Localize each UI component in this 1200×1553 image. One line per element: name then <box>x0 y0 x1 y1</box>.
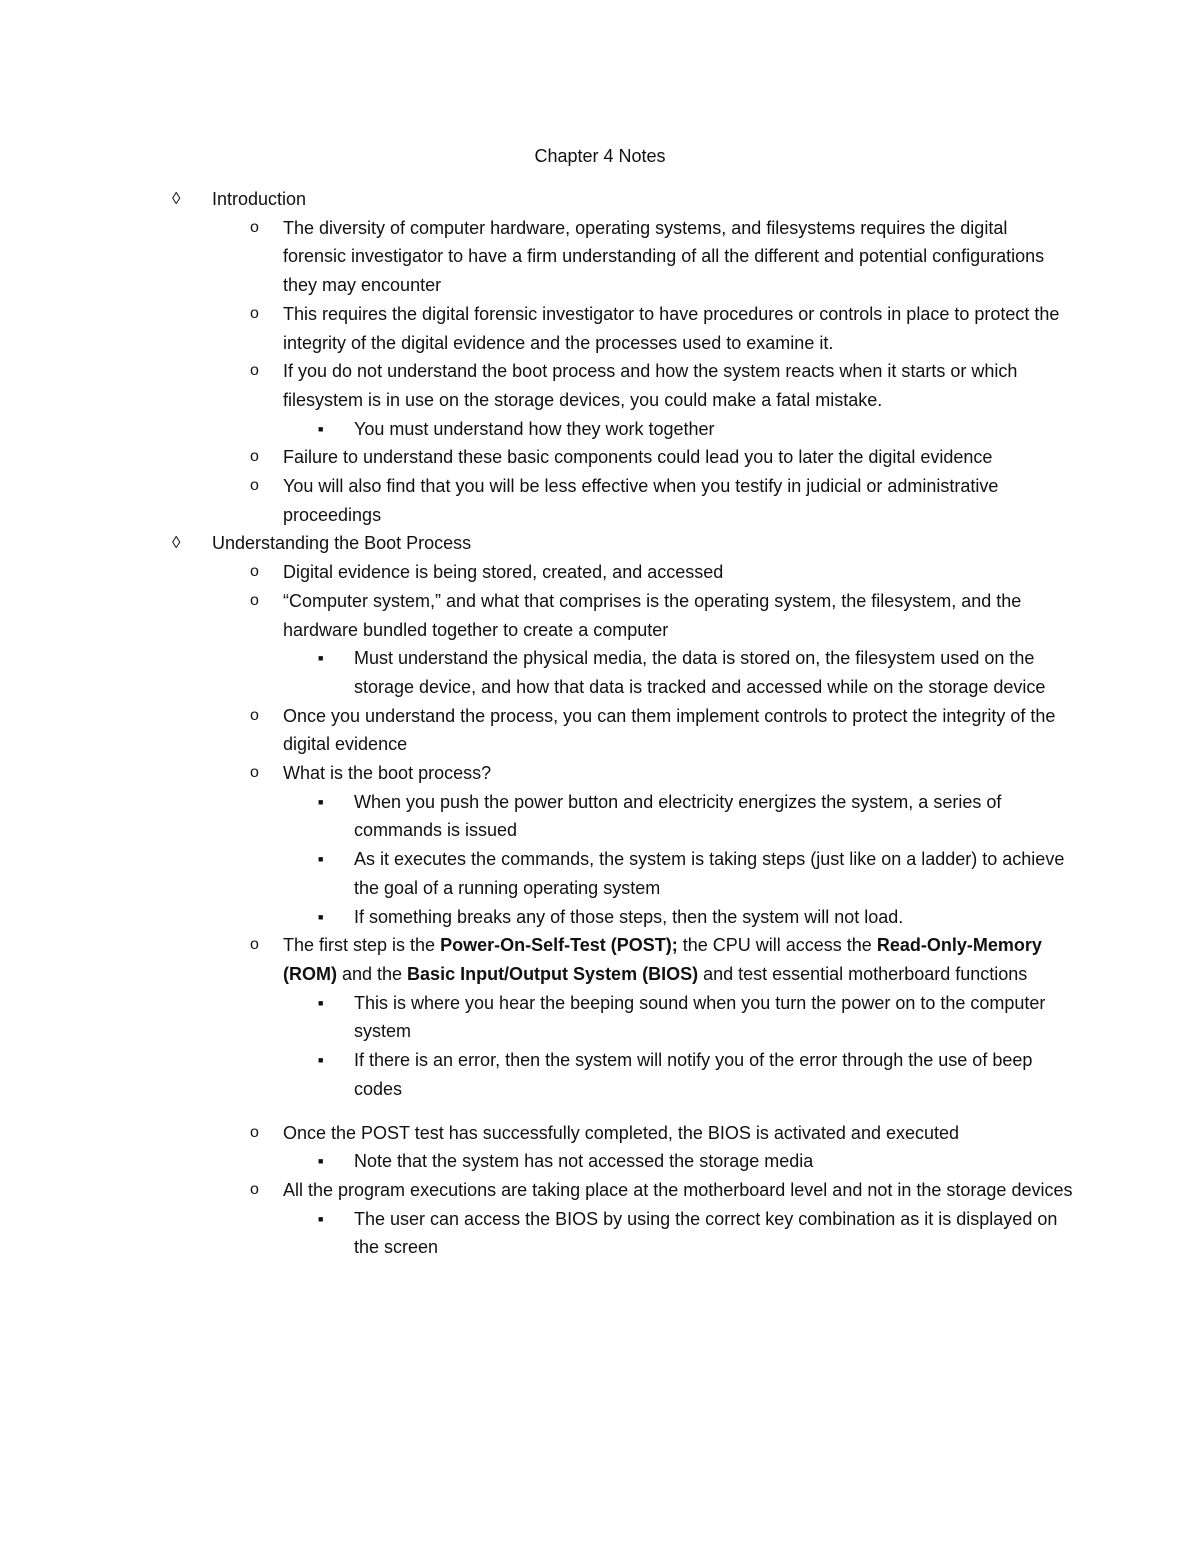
list-item-text: This requires the digital forensic investigator to have procedures or controls in place to protect the integrity of the digital evidence and the processes used to examine it. <box>283 303 1060 353</box>
list-item-text: What is the boot process? <box>283 763 492 784</box>
list-item-text: Once you understand the process, you can them implement controls to protect the integrity of the digital evidence <box>283 705 1056 755</box>
square-bullet-icon: ■ <box>318 854 324 865</box>
sub-list-item <box>0 903 1074 932</box>
list-item <box>0 558 1073 587</box>
list-item <box>0 759 1073 788</box>
sub-list-item-text: As it executes the commands, the system is taking steps (just like on a ladder) to achieve the goal of a running operating system <box>354 849 1065 898</box>
list-item <box>0 300 1073 357</box>
list-item-text: You will also find that you will be less effective when you testify in judicial or administrative proceedings <box>283 476 999 525</box>
list-item-text: Digital evidence is being stored, created, and accessed <box>283 562 724 583</box>
bold-term: Read-Only-Memory (ROM) <box>283 935 1042 984</box>
list-item <box>0 1176 1073 1205</box>
diamond-bullet-icon: ◊ <box>172 533 181 553</box>
circle-bullet-icon: o <box>250 1123 259 1141</box>
list-item <box>0 587 1073 644</box>
section-heading-text: Introduction <box>212 189 307 209</box>
sub-list-item-text: This is where you hear the beeping sound when you turn the power on to the computer system <box>354 992 1046 1042</box>
sub-list-item-text: Must understand the physical media, the data is stored on, the filesystem used on the storage device, and how that data is tracked and accessed while on the storage device <box>354 648 1046 697</box>
sub-list-item <box>0 644 1074 701</box>
square-bullet-icon: ■ <box>318 1055 324 1066</box>
circle-bullet-icon: o <box>250 563 259 581</box>
circle-bullet-icon: o <box>250 218 259 236</box>
square-bullet-icon: ■ <box>318 796 324 807</box>
list-item <box>0 931 1073 988</box>
sub-list-item-text: If something breaks any of those steps, then the system will not load. <box>354 906 904 927</box>
square-bullet-icon: ■ <box>318 997 324 1008</box>
sub-list-item-text: If there is an error, then the system will notify you of the error through the use of beep codes <box>354 1050 1033 1099</box>
list-item <box>0 357 1073 414</box>
sub-list-item-text: You must understand how they work together <box>354 418 715 439</box>
diamond-bullet-icon: ◊ <box>172 189 181 208</box>
text-run: and test essential motherboard functions <box>698 963 1028 984</box>
list-item-text: If you do not understand the boot process and how the system reacts when it starts or which filesystem is in use on the storage devices, you could make a fatal mistake. <box>283 361 1018 410</box>
circle-bullet-icon: o <box>250 591 259 609</box>
list-item-text: “Computer system,” and what that comprises is the operating system, the filesystem, and the hardware bundled together to create a computer <box>283 590 1022 640</box>
list-item <box>0 1119 1073 1148</box>
sub-list-item <box>0 845 1074 902</box>
sub-list-item-text: Note that the system has not accessed the storage media <box>354 1151 814 1172</box>
sub-list-item <box>0 415 1074 444</box>
sub-list-item <box>0 1205 1074 1262</box>
page-title: Chapter 4 Notes <box>534 146 666 166</box>
text-run: and the <box>336 963 408 984</box>
sub-list-item <box>0 1147 1074 1176</box>
circle-bullet-icon: o <box>250 764 259 782</box>
circle-bullet-icon: o <box>250 362 259 380</box>
notes-outline <box>0 185 1200 1262</box>
list-item <box>0 214 1073 300</box>
list-item <box>0 443 1073 472</box>
list-item <box>0 702 1073 759</box>
section-heading-text: Understanding the Boot Process <box>212 533 472 554</box>
list-item <box>0 472 1073 529</box>
list-item-text: Once the POST test has successfully completed, the BIOS is activated and executed <box>283 1122 960 1143</box>
square-bullet-icon: ■ <box>318 911 324 922</box>
square-bullet-icon: ■ <box>318 423 324 434</box>
square-bullet-icon: ■ <box>318 1156 324 1167</box>
sub-list-item-text: When you push the power button and electricity energizes the system, a series of commands is issued <box>354 791 1002 841</box>
sub-list-item <box>0 788 1074 845</box>
sub-list-item-text: The user can access the BIOS by using the correct key combination as it is displayed on the screen <box>354 1208 1058 1258</box>
list-item-text: The diversity of computer hardware, operating systems, and filesystems requires the digital forensic investigator to have a firm understanding of all the different and potential configurations they may encounter <box>283 217 1045 296</box>
circle-bullet-icon: o <box>250 706 259 724</box>
sub-list-item <box>0 1046 1074 1103</box>
section-heading <box>0 185 1072 214</box>
list-item-text: Failure to understand these basic components could lead you to later the digital evidence <box>283 447 993 468</box>
sub-list-item <box>0 989 1074 1046</box>
circle-bullet-icon: o <box>250 304 259 322</box>
section-heading <box>0 529 1072 558</box>
circle-bullet-icon: o <box>250 448 259 466</box>
bold-term: Basic Input/Output System (BIOS) <box>407 963 699 984</box>
bold-term: Power-On-Self-Test (POST); <box>440 935 678 956</box>
circle-bullet-icon: o <box>250 936 259 954</box>
text-run: the CPU will access the <box>677 935 877 956</box>
list-item-text <box>283 935 1042 984</box>
text-run: The first step is the <box>283 935 441 956</box>
list-item-text: All the program executions are taking place at the motherboard level and not in the storage devices <box>283 1179 1073 1200</box>
circle-bullet-icon: o <box>250 1180 259 1198</box>
circle-bullet-icon: o <box>250 477 259 495</box>
square-bullet-icon: ■ <box>318 653 324 664</box>
square-bullet-icon: ■ <box>318 1213 324 1224</box>
